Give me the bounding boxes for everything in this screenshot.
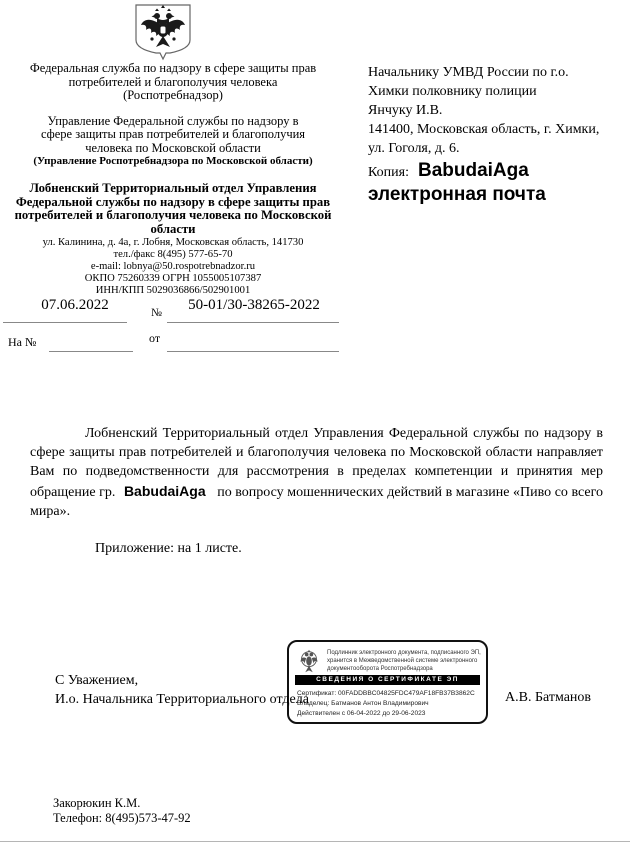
org-federal-service: [12, 62, 334, 103]
executor-block: [53, 796, 191, 825]
recipient-line: Химки полковнику полиции: [368, 84, 537, 99]
org-directorate: [12, 115, 334, 169]
stamp-owner: Владелец: Батманов Антон Владимирович: [297, 699, 429, 707]
org-line: Федеральная служба по надзору в сфере защиты прав: [29, 61, 317, 75]
recipient-block: [368, 63, 620, 158]
stamp-header-line: хранится в Межведомственной системе электронного: [327, 658, 478, 664]
reply-date-underline: [167, 351, 339, 352]
signature-block: [55, 671, 535, 709]
stamp-validity: Действителен с 06-04-2022 до 29-06-2023: [297, 709, 426, 717]
org-line: Управление Федеральной службы по надзору в: [47, 113, 299, 128]
executor-name: Закорюкин К.М.: [53, 796, 141, 810]
stamp-header-line: документооборота Роспотребнадзора: [327, 666, 433, 672]
letter-date: 07.06.2022: [41, 297, 109, 313]
org-line: Федеральной службы по надзору в сфере защиты прав: [15, 194, 331, 209]
attachment-note: Приложение: на 1 листе.: [95, 541, 242, 556]
sender-org-block: [12, 62, 334, 297]
org-okpo-ogrn: ОКПО 75260339 ОГРН 1055005107387: [84, 273, 262, 284]
recipient-line: ул. Гоголя, д. 6.: [368, 141, 460, 156]
org-line: потребителей и благополучия человека по Московской: [14, 208, 332, 222]
org-phone: тел./факс 8(495) 577-65-70: [113, 249, 233, 260]
number-underline: [167, 322, 339, 323]
letter-body: [30, 424, 603, 521]
recipient-line: Начальнику УМВД России по г.о.: [368, 65, 569, 80]
stamp-certificate-number: Сертификат: 00FADDBBC04825FDC479AF18FB37B3862C: [297, 690, 475, 697]
from-label: от: [149, 331, 161, 345]
org-line: области: [150, 221, 196, 236]
recipient-line: Янчуку И.В.: [368, 103, 443, 118]
reply-number-underline: [49, 351, 133, 352]
org-address: ул. Калинина, д. 4а, г. Лобня, Московская область, 141730: [42, 237, 304, 248]
org-line: (Роспотребнадзор): [123, 88, 223, 102]
org-inn-kpp: ИНН/КПП 5029036866/502901001: [95, 285, 251, 296]
org-line: сфере защиты прав потребителей и благополучия: [40, 127, 306, 141]
stamp-header-line: Подлинник электронного документа, подписанного ЭП,: [327, 650, 481, 656]
applicant-name: BabudaiAga: [123, 482, 206, 499]
signature-name: А.В. Батманов: [505, 690, 592, 705]
stamp-certificate-banner: СВЕДЕНИЯ О СЕРТИФИКАТЕ ЭП: [295, 675, 480, 685]
copy-email-note: электронная почта: [368, 184, 546, 205]
signature-greeting: С Уважением,: [55, 673, 139, 688]
reply-to-label: На №: [8, 335, 37, 349]
date-underline: [3, 322, 127, 323]
executor-phone: Телефон: 8(495)573-47-92: [53, 810, 191, 825]
letter-number: 50-01/30-38265-2022: [188, 297, 320, 313]
org-directorate-short: (Управление Роспотребнадзора по Московской области): [33, 155, 313, 167]
recipient-line: 141400, Московская область, г. Химки,: [368, 122, 600, 137]
stamp-header-text: [327, 649, 485, 673]
number-sign-label: №: [151, 307, 162, 319]
org-line: потребителей и благополучия человека: [68, 74, 278, 89]
signature-title: И.о. Начальника Территориального отдела: [55, 692, 309, 707]
org-contacts: [12, 237, 334, 297]
org-email: e-mail: lobnya@50.rospotrebnadzor.ru: [90, 261, 256, 272]
org-department: [12, 182, 334, 236]
org-line: человека по Московской области: [85, 140, 261, 155]
body-text-after: по вопросу мошеннических действий в магазине «Пиво со всего мира».: [30, 484, 604, 519]
copy-block: [368, 160, 620, 182]
org-line: Лобненский Территориальный отдел Управления: [29, 181, 317, 195]
russia-coat-of-arms-icon: [130, 3, 196, 61]
copy-recipient-name: BabudaiAga: [417, 160, 529, 181]
copy-label: Копия:: [368, 165, 409, 180]
body-text-before: Лобненский Территориальный отдел Управления Федеральной службы по надзору в сфере защиты прав потребителей и благополучия человека по Московской области направляет Вам по подведомственности для рассмотрения в пределах компетенции и принятия мер обращение гр.: [30, 426, 603, 500]
